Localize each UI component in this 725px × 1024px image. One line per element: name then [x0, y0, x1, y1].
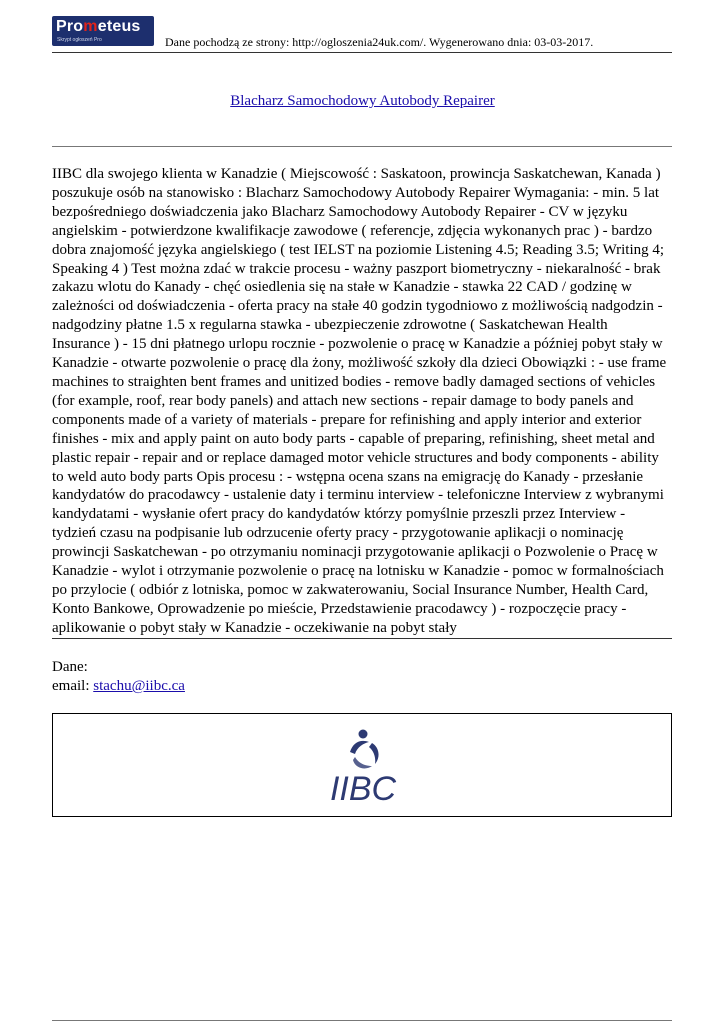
source-info: Dane pochodzą ze strony: http://ogloszenia24uk.com/. Wygenerowano dnia: 03-03-2017.: [165, 35, 594, 49]
iibc-logo-text: IIBC: [329, 770, 397, 806]
logo-tagline: Skrypt ogłoszeń Pro: [57, 37, 102, 43]
header-divider: [52, 52, 672, 53]
listing-description: IIBC dla swojego klienta w Kanadzie ( Miejscowość : Saskatoon, prowincja Saskatchewan, Kanada ) poszukuje osób na stanowisko : Blacharz Samochodowy Autobody Repairer Wymagania: - min. 5 lat bezpośredniego doświadczenia jako Blacharz Samochodowy Autobody Repairer - CV w języku angielskim - potwierdzone kwalifikacje zawodowe ( referencje, zdjęcia wykonanych prac ) - bardzo dobra znajomość języka angielskiego ( test IELST na poziomie Listening 4.5; Reading 3.5; Writing 4; Speaking 4 ) Test można zdać w trakcie procesu - ważny paszport biometryczny - niekaralność - brak zakazu wlotu do Kanady - chęć osiedlenia się na stałe w Kanadzie - stawka 22 CAD / godzinę w zależności od doświadczenia - oferta pracy na stałe 40 godzin tygodniowo z możliwością nadgodzin - nadgodziny płatne 1.5 x regularna stawka - ubezpieczenie zdrowotne ( Saskatchewan Health Insurance ) - 15 dni płatnego urlopu rocznie - pozwolenie o pracę w Kanadzie a później pobyt stały w Kanadzie - otwarte pozwolenie o pracę dla żony, możliwość szkoły dla dzieci Obowiązki : - use frame machines to straighten bent frames and unitized bodies - remove badly damaged sections of vehicles (for example, roof, rear body panels) and attach new sections - repair damage to body panels and components made of a variety of materials - prepare for refinishing and apply interior and exterior finishes - mix and apply paint on auto body parts - capable of preparing, refinishing, sheet metal and plastic repair - repair and or replace damaged motor vehicle structures and body components - ability to weld auto body parts Opis procesu : - wstępna ocena szans na emigrację do Kanady - przesłanie kandydatów do pracodawcy - ustalenie daty i terminu interview - telefoniczne Interview z wybranymi kandydatami - wysłanie ofert pracy do kandydatów którzy pomyślnie przeszli przez Interview - tydzień czasu na podpisanie lub odrzucenie oferty pracy - przygotowanie aplikacji o nominację prowincji Saskatchewan - po otrzymaniu nominacji przygotowanie aplikacji o Pozwolenie o Pracę w Kanadzie - wylot i otrzymanie pozwolenie o pracę na lotnisku w Kanadzie - pomoc w formalnościach po przylocie ( odbiór z lotniska, pomoc w zakwaterowaniu, Social Insurance Number, Health Card, Konto Bankowe, Oprowadzenie po mieście, Przedstawienie pracodawcy ) - rozpoczęcie pracy - aplikowanie o pobyt stały w Kanadzie - oczekiwanie na pobyt stały: [52, 166, 667, 636]
logo-wordmark: Prometeus: [56, 18, 141, 35]
email-label: email:: [52, 678, 90, 694]
iibc-logo-icon: [317, 724, 409, 806]
company-logo-box: [52, 713, 672, 817]
contact-email-line: [52, 678, 185, 695]
site-logo[interactable]: [52, 16, 154, 46]
email-link[interactable]: stachu@iibc.ca: [93, 678, 185, 694]
listing-title-link[interactable]: Blacharz Samochodowy Autobody Repairer: [230, 93, 495, 109]
contact-heading: Dane:: [52, 659, 88, 675]
footer-divider: [52, 1020, 672, 1021]
description-divider: [52, 638, 672, 639]
title-divider: [52, 146, 672, 147]
